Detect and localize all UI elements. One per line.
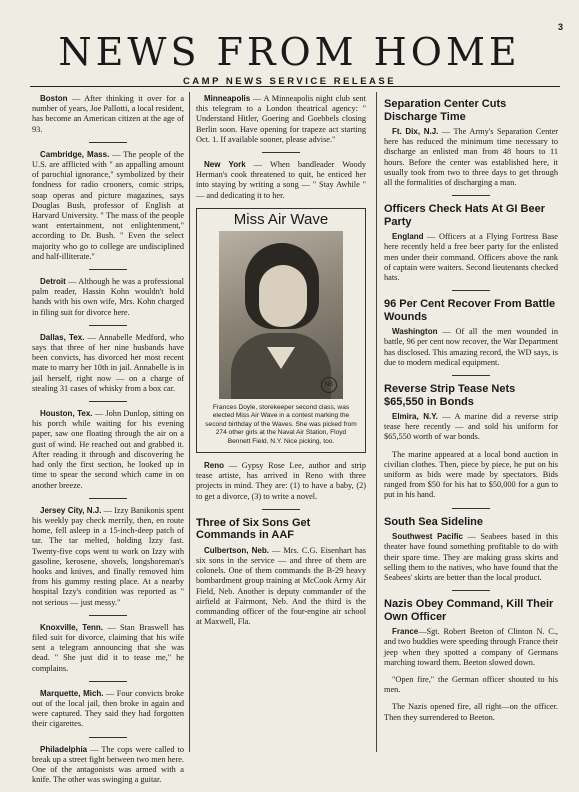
article-text: — A marine did a reverse strip tease here recently — and sold his uniform for $65,550 worth of war bonds. xyxy=(384,412,558,442)
masthead xyxy=(0,32,579,87)
news-item xyxy=(384,232,558,283)
headline: Nazis Obey Command, Kill Their Own Officer xyxy=(384,598,554,623)
dateline: Cambridge, Mass. xyxy=(40,149,110,159)
dateline: Jersey City, N.J. xyxy=(40,505,102,515)
article-paragraph: "Open fire," the German officer shouted to his men. xyxy=(384,675,558,695)
dateline: Boston xyxy=(40,94,68,103)
header-rule xyxy=(30,86,560,87)
page-title: NEWS FROM HOME xyxy=(58,30,521,74)
news-item xyxy=(384,327,558,368)
separator xyxy=(89,681,127,682)
headline: Three of Six Sons Get Commands in AAF xyxy=(196,516,311,542)
news-item xyxy=(32,689,184,730)
news-item xyxy=(32,94,184,135)
column-1 xyxy=(32,94,184,792)
dateline: Knoxville, Tenn. xyxy=(40,622,104,632)
article-text: — Four convicts broke out of the local jail, then broke in again and were captured. They said they had forgotten their cigarettes. xyxy=(32,688,184,729)
news-item xyxy=(196,160,366,201)
news-item xyxy=(384,412,558,443)
article-text: — Of all the men wounded in battle, 96 per cent now recover, the War Department has disclosed. This amazing record, the WD says, is due to modern medical equipment. xyxy=(384,327,558,367)
feature-box xyxy=(196,208,366,453)
separator xyxy=(452,375,490,376)
article-text: — After thinking it over for a number of years, Joe Pallotti, a local resident, has become an American citizen at the age of 93. xyxy=(32,94,184,134)
article-text: — The Army's Separation Center here has reduced the minimum time necessary to discharge an enlisted man from 48 hours to 11 hours. Before the center was established here, it usually took from two to three days to get through all the formalities of discharging a man. xyxy=(384,127,559,188)
news-item xyxy=(32,506,184,608)
news-item xyxy=(32,333,184,394)
article-text: —Sgt. Robert Beeton of Clinton N. C., and two buddies were speeding through France their jeep when they spotted a company of Germans marching toward them. Beeton slowed down. xyxy=(384,627,558,667)
separator xyxy=(89,498,127,499)
dateline: New York xyxy=(204,160,246,170)
column-3 xyxy=(384,94,558,730)
news-item xyxy=(384,532,558,583)
dateline: England xyxy=(392,232,424,242)
headline: 96 Per Cent Recover From Battle Wounds xyxy=(384,298,556,323)
column-2 xyxy=(196,94,366,635)
news-item xyxy=(384,127,558,188)
dateline: Detroit xyxy=(40,277,66,287)
news-item xyxy=(32,150,184,262)
news-item xyxy=(32,623,184,674)
separator xyxy=(452,508,490,509)
article-text: — John Dunlop, sitting on his porch while waiting for his evening paper, saw one floating through the air on a gust of wind. He reached out and grabbed it. After reading it through and discovering he had only the first section, he looked up in time to spear the second which came in on another breeze. xyxy=(32,409,185,490)
dateline: Marquette, Mich. xyxy=(40,688,104,698)
news-item xyxy=(32,745,184,786)
article-text: — Gypsy Rose Lee, author and strip tease artiste, has arrived in Reno with three projects in mind. They are: (1) to have a baby, (2) to get a divorce, (3) to write a novel. xyxy=(196,461,366,501)
separator xyxy=(452,590,490,591)
article-text: — A Minneapolis night club sent this telegram to a London theatrical agency: " Understand Hitler, Goering and Goebbels closing Berlin soon. Have opening for trapeze act starting Oct. 1. If available sooner, please advise." xyxy=(196,94,366,144)
headline: South Sea Sideline xyxy=(384,515,484,528)
article-text: — Izzy Banikonis spent his weekly pay check merrily, then, en route home, fell asleep in a 15-inch-deep patch of tar. The tar melted, holding Izzy fast. Twenty-five cops went to work on Izzy with gasoline, kerosene, shovels, longshoreman's hooks and knives, and finally removed him from his gummy resting place. At a nearby hospital Izzy's condition was reported as " not serious — just messy." xyxy=(32,505,184,607)
headline: Reverse Strip Tease Nets $65,550 in Bonds xyxy=(384,383,516,408)
separator xyxy=(89,325,127,326)
article-text: — The people of the U.S. are afflicted with " an appalling amount of parochial ignorance," symbolized by their fondness for radio crooners, comic strips, soap operas and picture magazines, says Douglas Bush, professor of English at Harvard University. " The mass of the people want entertainment, not enlightenment," according to Dr. Bush. " Even the select majority who go to college are undisciplined and half-illiterate." xyxy=(32,149,184,261)
separator xyxy=(89,737,127,738)
article-paragraph: The marine appeared at a local bond auction in civilian clothes. Then, piece by piece, he put on his uniform as bids were made by spectators. Bids ranged from $50 for his hat to $50,000 for a gun to put in his hand. xyxy=(384,449,558,500)
article-text: — Mrs. C.G. Eisenhart has six sons in the service — and three of them are colonels. One of them commands the B-29 heavy bombardment group training at McCook Army Air Field, Neb. Another is deputy commander of the airfield at Fairmont, Neb. And the third is the commanding officer of the four-engine air school at Maxwell, Fla. xyxy=(196,545,366,627)
separator xyxy=(89,401,127,402)
news-item xyxy=(196,546,366,628)
article-text: — Although he was a professional palm reader, Hassin Kohn wouldn't hold hands with his own wife, Mrs. Kohn charged in filing suit for divorce here. xyxy=(32,277,184,317)
dateline: France xyxy=(392,627,419,637)
page-subtitle: CAMP NEWS SERVICE RELEASE xyxy=(182,76,397,87)
column-divider-2 xyxy=(376,92,377,752)
news-item xyxy=(32,409,184,491)
news-item xyxy=(32,277,184,318)
dateline: Ft. Dix, N.J. xyxy=(392,127,439,136)
column-divider-1 xyxy=(189,92,190,752)
separator xyxy=(89,269,127,270)
article-text: — Annabelle Medford, who says that three of her nine husbands have been convicts, has divorced her most recent mate to marry her 10th in jail. Annabelle is in jail herself, right now — on a charge of stealing 31 cases of whisky from a box car. xyxy=(32,332,184,393)
dateline: Southwest Pacific xyxy=(392,532,463,542)
photo-credit-badge: NS xyxy=(321,377,337,393)
dateline: Philadelphia xyxy=(40,744,88,754)
dateline: Washington xyxy=(392,327,438,337)
news-item xyxy=(196,461,366,502)
article-text: — Seabees based in this theater have found something profitable to do with their spare time. They are making grass skirts and selling them to the natives, who have found that the Seabees' skirts are better than the local product. xyxy=(384,532,558,582)
headline: Separation Center Cuts Discharge Time xyxy=(384,98,507,123)
separator xyxy=(452,195,490,196)
news-item xyxy=(196,94,366,145)
dateline: Dallas, Tex. xyxy=(40,332,85,342)
dateline: Houston, Tex. xyxy=(40,409,93,419)
portrait-photo xyxy=(219,231,343,399)
page-number: 3 xyxy=(557,22,563,32)
dateline: Minneapolis xyxy=(204,94,251,103)
dateline: Elmira, N.Y. xyxy=(392,412,438,422)
separator xyxy=(262,509,300,510)
photo-face xyxy=(259,265,307,327)
feature-title: Miss Air Wave xyxy=(233,210,329,228)
article-text: — Officers at a Flying Fortress Base here recently held a free beer party for the enlisted men under their command. Officers above the rank of captain were waiters. Second lieutenants checked hats. xyxy=(384,232,558,283)
separator xyxy=(452,290,490,291)
dateline: Culbertson, Neb. xyxy=(204,545,269,555)
dateline: Reno xyxy=(204,461,224,471)
headline: Officers Check Hats At GI Beer Party xyxy=(384,203,545,228)
news-item xyxy=(384,627,558,668)
article-paragraph: The Nazis opened fire, all right—on the officer. Then they surrendered to Beeton. xyxy=(384,702,558,722)
photo-caption: Frances Doyle, storekeeper second class, was elected Miss Air Wave in a contest marking the second birthday of the Waves. She was picked from 274 other girls at the Naval Air Station, Floyd Bennett Field, N.Y. Nice picking, too. xyxy=(205,404,357,445)
article-text: — Stan Braswell has filed suit for divorce, claiming that his wife sent a telegram announcing that she was dead. " She just did it to tease me," he complains. xyxy=(32,622,185,673)
separator xyxy=(89,142,127,143)
separator xyxy=(262,152,300,153)
separator xyxy=(89,615,127,616)
article-text: — The cops were called to break up a street fight between two men here. One of the antagonists was armed with a knife. The other was swinging a guitar. xyxy=(32,744,184,785)
article-text: — When bandleader Woody Herman's cook threatened to quit, he enticed her into staying by writing a song — " Stay Awhile " — and dedicating it to her. xyxy=(196,160,367,200)
